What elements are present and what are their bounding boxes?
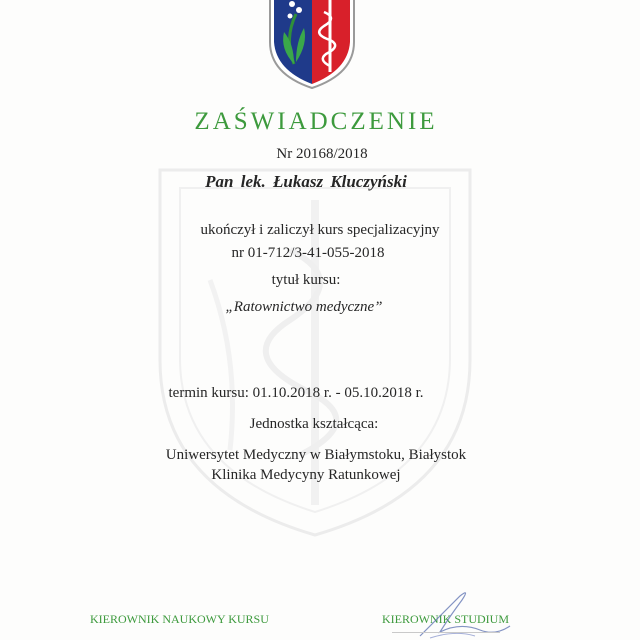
certificate-number: Nr 20168/2018: [276, 146, 368, 162]
course-title-label: tytuł kursu:: [271, 272, 341, 288]
university-crest-icon: [266, 0, 358, 90]
course-term: termin kursu: 01.10.2018 r. - 05.10.2018 r.: [168, 385, 424, 401]
completion-statement: ukończył i zaliczył kurs specjalizacyjny: [200, 222, 440, 238]
training-unit-label: Jednostka kształcąca:: [249, 416, 379, 432]
signature-label-study-director: KIEROWNIK STUDIUM: [382, 612, 509, 626]
recipient-name: Pan lek. Łukasz Kluczyński: [205, 172, 407, 191]
university-name: Uniwersytet Medyczny w Białymstoku, Białystok: [165, 447, 467, 463]
course-title: „Ratownictwo medyczne”: [225, 299, 383, 315]
certificate-title: ZAŚWIADCZENIE: [194, 108, 438, 135]
signature-label-scientific-director: KIEROWNIK NAUKOWY KURSU: [90, 612, 269, 626]
clinic-name: Klinika Medycyny Ratunkowej: [211, 467, 401, 483]
course-number: nr 01-712/3-41-055-2018: [231, 245, 385, 261]
signature-line: [392, 632, 500, 633]
